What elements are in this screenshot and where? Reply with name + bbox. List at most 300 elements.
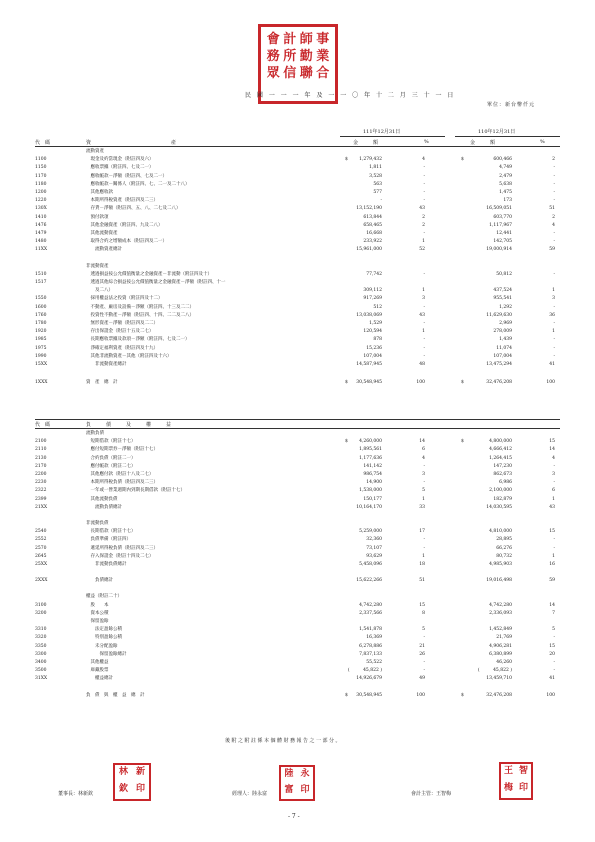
table-row (0, 504, 595, 512)
value-110: 6,380,899 (489, 651, 512, 657)
pct-110: - (553, 198, 555, 204)
row-code: 130X (35, 206, 47, 212)
row-name: 流動負債 (86, 431, 104, 436)
seal-char: 信 (283, 66, 297, 81)
pct-111: - (423, 231, 425, 236)
pct-111: - (423, 635, 425, 641)
value-111: ( 45,822 ) (347, 668, 382, 674)
table-row (0, 528, 595, 536)
pct-110: 2 (552, 214, 555, 220)
table-row (0, 320, 595, 328)
page-number: - 7 - (288, 813, 300, 820)
pct-111: - (423, 321, 425, 326)
row-name: 現金及約當現金（附註四及六） (86, 157, 154, 163)
row-code: 3400 (35, 660, 47, 665)
pct-header-1: % (424, 139, 429, 145)
row-name: 投資性不動產－淨額（附註四、十四、二二及二八） (86, 312, 194, 318)
value-111: 14,926,679 (356, 676, 382, 682)
table-row (0, 520, 595, 528)
pct-110: 4 (552, 222, 555, 228)
row-name: 一年或一營業週期內到期長期借款（附註十七） (86, 488, 185, 494)
table-row (0, 471, 595, 479)
table-row (0, 626, 595, 634)
value-111: 658,465 (363, 222, 382, 228)
pct-110: 15 (549, 643, 555, 649)
row-name: 負債總計 (86, 578, 113, 584)
pct-111: 1 (422, 288, 425, 294)
row-name: 遞延所得稅負債（附註四及二三） (86, 545, 158, 551)
row-name: 應收帳款－關係人（附註四、七、二一及二十八） (86, 181, 190, 187)
value-111: 13,152,190 (356, 206, 382, 212)
row-code: 11XX (35, 247, 48, 253)
table-row (0, 263, 595, 271)
pct-111: 21 (419, 643, 425, 649)
value-111: 1,895,561 (359, 447, 382, 453)
row-name: 不動產、廠房及設備－淨額（附註四、十三及二二） (86, 304, 194, 310)
pct-110: 1 (552, 288, 555, 294)
row-code: 1517 (35, 280, 47, 285)
dollar-sign: $ (345, 692, 348, 698)
value-110: 32,476,208 (486, 380, 512, 386)
pct-111: 18 (419, 562, 425, 567)
row-name: 法定盈餘公積 (86, 627, 122, 633)
pct-111: 26 (419, 651, 425, 657)
chairman-seal: 林 新 欽 印 (113, 763, 151, 801)
pct-110: - (553, 231, 555, 236)
row-name: 淨確定福利資產（附註四及十九） (86, 345, 158, 351)
pct-110: - (553, 545, 555, 551)
value-110: 50,812 (496, 271, 512, 277)
row-name: 及二八） (86, 288, 113, 294)
pct-111: 51 (419, 578, 425, 584)
pct-110: - (553, 239, 555, 245)
row-code: 1170 (35, 173, 47, 179)
pct-110: - (553, 480, 555, 486)
row-name: 長期應收票據及款項－淨額（附註四、七及二一） (86, 337, 190, 343)
table-row (0, 667, 595, 675)
amount-header-2: 金 額 (470, 140, 496, 146)
pct-110: - (553, 173, 555, 179)
value-111: 6,278,886 (359, 643, 382, 649)
row-code: 2322 (35, 488, 47, 494)
pct-111: 43 (419, 312, 425, 318)
row-code: 2645 (35, 553, 47, 559)
value-110: 80,732 (496, 553, 512, 559)
table-row (0, 536, 595, 544)
pct-111: - (423, 198, 425, 204)
table-row (0, 455, 595, 463)
row-code: 2170 (35, 463, 47, 469)
value-111: 15,961,000 (356, 247, 382, 253)
footnote: 後附之附註係本個體財務報告之一部分。 (225, 738, 343, 744)
value-110: 14,030,595 (486, 504, 512, 510)
pct-111: 5 (422, 627, 425, 633)
value-110: 4,810,000 (489, 529, 512, 535)
row-name: 其他非流動資產－其他（附註四及十六） (86, 353, 172, 359)
pct-111: 1 (422, 553, 425, 559)
value-110: 4,749 (499, 165, 512, 171)
value-111: 233,922 (363, 239, 382, 245)
row-name: 本期所得稅資產（附註四及二三） (86, 198, 158, 204)
row-code: 1510 (35, 271, 47, 277)
row-name: 存貨－淨額（附註四、五、八、二七及二八） (86, 206, 181, 212)
pct-110: 5 (552, 627, 555, 633)
row-code: 3310 (35, 627, 47, 633)
value-110: 2,100,000 (489, 488, 512, 494)
code-column-header: 代 碼 (35, 140, 51, 146)
value-111: 7,837,133 (359, 651, 382, 657)
value-111: 120,594 (363, 329, 382, 335)
pct-110: - (553, 190, 555, 195)
liability-column-header: 負 債 及 權 益 (86, 422, 172, 428)
row-code: 1XXX (35, 380, 48, 386)
pct-110: 1 (552, 496, 555, 502)
row-code: 1600 (35, 304, 47, 310)
table-row (0, 279, 595, 287)
seal-char: 師 (299, 32, 313, 47)
pct-110: 59 (549, 247, 555, 253)
row-code: 1990 (35, 353, 47, 359)
pct-110: 100 (546, 380, 555, 386)
pct-111: 4 (422, 157, 425, 163)
row-code: 1780 (35, 321, 47, 326)
row-name: 特別盈餘公積 (86, 635, 122, 641)
value-110: 1,452,849 (489, 627, 512, 633)
pct-111: - (423, 337, 425, 343)
value-111: 77,742 (366, 271, 382, 277)
row-code: 2230 (35, 480, 47, 486)
pct-header-2: % (540, 139, 545, 145)
pct-110: - (553, 660, 555, 665)
table-row (0, 271, 595, 279)
value-111: 1,279,432 (359, 157, 382, 163)
row-name: 預付款項 (86, 214, 109, 220)
value-111: 577 (373, 190, 382, 195)
value-111: 2,337,566 (359, 610, 382, 616)
table-row (0, 238, 595, 246)
table-row (0, 659, 595, 667)
row-name: 應付短期票券－淨額（附註十七） (86, 447, 158, 453)
pct-110: - (553, 165, 555, 171)
accountant-signature: 會計主管：王智梅 (411, 791, 452, 797)
value-110: 437,524 (493, 288, 512, 294)
row-name: 其他金融資產（附註四、九及二八） (86, 222, 163, 228)
table-row (0, 312, 595, 320)
pct-111: 3 (422, 296, 425, 302)
row-code: 1200 (35, 190, 47, 195)
dollar-sign: $ (461, 692, 464, 698)
value-111: 1,541,878 (359, 627, 382, 633)
table-row (0, 304, 595, 312)
table-row (0, 618, 595, 626)
pct-110: 41 (549, 676, 555, 682)
value-110: 11,629,630 (486, 312, 512, 318)
table-row (0, 148, 595, 156)
row-name: 本期所得稅負債（附註四及二三） (86, 480, 158, 486)
table-row (0, 287, 595, 295)
value-111: - (380, 198, 382, 204)
pct-111: 100 (416, 692, 425, 698)
row-name: 應收票據（附註四、七及二一） (86, 165, 154, 171)
row-code: 1550 (35, 296, 47, 302)
pct-110: 51 (549, 206, 555, 212)
value-110: 147,230 (493, 463, 512, 469)
value-110: 13,475,294 (486, 362, 512, 367)
pct-111: 1 (422, 496, 425, 502)
seal-char: 勤 (299, 49, 313, 64)
value-111: 93,629 (366, 553, 382, 559)
year1-header: 111年12月31日 (363, 129, 401, 135)
table-row (0, 345, 595, 353)
amount-header-1: 金 額 (353, 140, 379, 146)
table-row (0, 361, 595, 369)
pct-110: 15 (549, 439, 555, 445)
row-code: 25XX (35, 562, 48, 567)
value-110: 955,541 (493, 296, 512, 302)
dollar-sign: $ (345, 380, 348, 386)
value-110: 1,439 (499, 337, 512, 343)
year2-header: 110年12月31日 (478, 129, 516, 135)
pct-111: 15 (419, 602, 425, 608)
value-110: 46,260 (496, 660, 512, 665)
pct-110: 6 (552, 488, 555, 494)
pct-111: 2 (422, 222, 425, 228)
value-110: 2,479 (499, 173, 512, 179)
value-111: 986,754 (363, 472, 382, 477)
seal-char: 業 (316, 49, 330, 64)
table-row (0, 593, 595, 601)
value-110: 862,673 (493, 472, 512, 477)
seal-char: 事 (316, 32, 330, 47)
pct-111: - (423, 668, 425, 674)
dollar-sign: $ (461, 157, 464, 163)
pct-111: 33 (419, 504, 425, 510)
row-name: 存出保證金（附註十五及二七） (86, 329, 154, 335)
value-110: 1,475 (499, 190, 512, 195)
row-name: 權益（附註二十） (86, 594, 122, 600)
value-111: 917,269 (363, 296, 382, 302)
code-column-header-2: 代 碼 (35, 422, 51, 428)
table-row (0, 353, 595, 361)
value-110: 4,742,280 (489, 602, 512, 608)
value-110: 13,459,710 (486, 676, 512, 682)
table-row (0, 643, 595, 651)
row-code: 2200 (35, 472, 47, 477)
pct-111: - (423, 660, 425, 665)
value-111: 13,038,069 (356, 312, 382, 318)
row-code: 1410 (35, 214, 47, 220)
pct-111: - (423, 165, 425, 171)
pct-111: - (423, 304, 425, 310)
row-code: 1920 (35, 329, 47, 335)
pct-110: - (553, 337, 555, 343)
row-name: 資 產 總 計 (86, 380, 118, 386)
pct-110: 100 (546, 692, 555, 698)
value-111: 4,260,000 (359, 439, 382, 445)
row-code: 21XX (35, 504, 48, 510)
row-code: 2100 (35, 439, 47, 445)
row-name: 負債準備（附註四） (86, 537, 131, 543)
value-110: 107,004 (493, 353, 512, 359)
pct-110: 43 (549, 504, 555, 510)
table-row (0, 222, 595, 230)
value-110: 6,986 (499, 480, 512, 486)
value-111: 16,668 (366, 231, 382, 236)
value-111: 32,360 (366, 537, 382, 543)
pct-111: 3 (422, 472, 425, 477)
value-110: 4,906,281 (489, 643, 512, 649)
value-111: 16,369 (366, 635, 382, 641)
row-name: 應收帳款－淨額（附註四、七及二一） (86, 173, 167, 179)
row-code: 2552 (35, 537, 47, 543)
pct-110: 7 (552, 610, 555, 616)
pct-110: - (553, 537, 555, 543)
row-code: 1479 (35, 231, 47, 236)
row-code: 2570 (35, 545, 47, 551)
pct-110: - (553, 345, 555, 351)
pct-110: - (553, 181, 555, 187)
row-name: 股 本 (86, 602, 109, 608)
value-110: 16,509,051 (486, 206, 512, 212)
statement-date-title: 民 國 一 一 一 年 及 一 一 〇 年 十 二 月 三 十 一 日 (245, 92, 456, 99)
pct-110: - (553, 463, 555, 469)
row-name: 無形資產－淨額（附註四及二二） (86, 321, 158, 326)
seal-char: 合 (316, 66, 330, 81)
row-name: 存入保證金（附註十四及二七） (86, 553, 154, 559)
row-code: 3320 (35, 635, 47, 641)
table-row (0, 487, 595, 495)
row-name: 非流動負債 (86, 521, 109, 526)
value-111: 878 (373, 337, 382, 343)
value-111: 4,742,280 (359, 602, 382, 608)
pct-110: 59 (549, 578, 555, 584)
row-code: 1760 (35, 312, 47, 318)
pct-111: 4 (422, 455, 425, 461)
row-code: 1150 (35, 165, 47, 171)
row-code: 1476 (35, 222, 47, 228)
pct-110: 4 (552, 455, 555, 461)
pct-110: - (553, 304, 555, 310)
value-110: 4,666,412 (489, 447, 512, 453)
value-110: 5,638 (499, 181, 512, 187)
pct-110: - (553, 321, 555, 326)
value-110: 603,770 (493, 214, 512, 220)
pct-110: 41 (549, 362, 555, 367)
pct-110: 20 (549, 651, 555, 657)
value-110: 173 (503, 198, 512, 204)
pct-111: - (423, 353, 425, 359)
value-111: 73,107 (366, 545, 382, 551)
table-row (0, 545, 595, 553)
value-111: 309,112 (363, 288, 382, 294)
row-name: 保留盈餘 (86, 619, 109, 624)
row-code: 2130 (35, 455, 47, 461)
pct-110: 2 (552, 157, 555, 163)
pct-111: 100 (416, 380, 425, 386)
table-row (0, 189, 595, 197)
pct-110: 14 (549, 602, 555, 608)
row-code: 3200 (35, 610, 47, 616)
table-row (0, 446, 595, 454)
row-code: 3300 (35, 651, 47, 657)
row-name: 庫藏股票 (86, 668, 109, 674)
pct-111: - (423, 537, 425, 543)
table-row (0, 205, 595, 213)
pct-110: 15 (549, 529, 555, 535)
pct-110: - (553, 353, 555, 359)
value-110: 12,441 (496, 231, 512, 236)
value-111: 5,259,000 (359, 529, 382, 535)
pct-111: 43 (419, 206, 425, 212)
currency-unit: 單位：新台幣仟元 (487, 102, 536, 108)
value-111: 512 (373, 304, 382, 310)
value-110: 19,016,498 (486, 578, 512, 584)
table-row (0, 496, 595, 504)
pct-111: - (423, 345, 425, 351)
value-110: 278,009 (493, 329, 512, 335)
seal-char: 計 (283, 32, 297, 47)
value-110: 1,264,415 (489, 455, 512, 461)
table-row (0, 430, 595, 438)
pct-110: 1 (552, 553, 555, 559)
value-111: 150,177 (363, 496, 382, 502)
row-name: 短期借款（附註十七） (86, 439, 136, 445)
dollar-sign: $ (461, 380, 464, 386)
row-name: 其他流動負債 (86, 496, 118, 502)
row-code: 1220 (35, 198, 47, 204)
pct-110: 1 (552, 329, 555, 335)
table-row (0, 479, 595, 487)
table-row (0, 336, 595, 344)
table-row (0, 181, 595, 189)
row-code: 3500 (35, 668, 47, 674)
row-name: 流動資產總計 (86, 247, 122, 253)
row-name: 透過其他綜合損益按公允價值衡量之金融資產－淨額（附註四、十一 (86, 280, 226, 285)
dollar-sign: $ (345, 439, 348, 445)
value-110: 1,292 (499, 304, 512, 310)
pct-110: 16 (549, 562, 555, 567)
value-110: 600,466 (493, 157, 512, 163)
value-110: 142,705 (493, 239, 512, 245)
value-110: 2,969 (499, 321, 512, 326)
pct-111: 14 (419, 439, 425, 445)
row-name: 未分配盈餘 (86, 643, 118, 649)
chairman-signature: 董事長：林新欽 (58, 791, 94, 797)
row-code: 2XXX (35, 578, 48, 584)
value-110: 4,985,903 (489, 562, 512, 567)
table-row (0, 692, 595, 700)
seal-char: 眾 (266, 66, 280, 81)
row-name: 負 債 與 權 益 總 計 (86, 692, 145, 698)
value-111: 1,538,000 (359, 488, 382, 494)
row-name: 長期借款（附註十七） (86, 529, 136, 535)
table-row (0, 553, 595, 561)
row-name: 透過損益按公允價值衡量之金融資產－非流動（附註四及十） (86, 271, 212, 277)
value-110: 19,000,914 (486, 247, 512, 253)
value-111: 563 (373, 181, 382, 187)
row-name: 非流動資產總計 (86, 362, 127, 367)
row-name: 取得合約之增額成本（附註四及二一） (86, 239, 167, 245)
pct-111: 17 (419, 529, 425, 535)
pct-111: 5 (422, 488, 425, 494)
pct-111: 52 (419, 247, 425, 253)
value-111: 30,548,945 (356, 692, 382, 698)
dollar-sign: $ (345, 157, 348, 163)
pct-111: - (423, 463, 425, 469)
table-row (0, 379, 595, 387)
pct-110: - (553, 668, 555, 674)
table-row (0, 561, 595, 569)
